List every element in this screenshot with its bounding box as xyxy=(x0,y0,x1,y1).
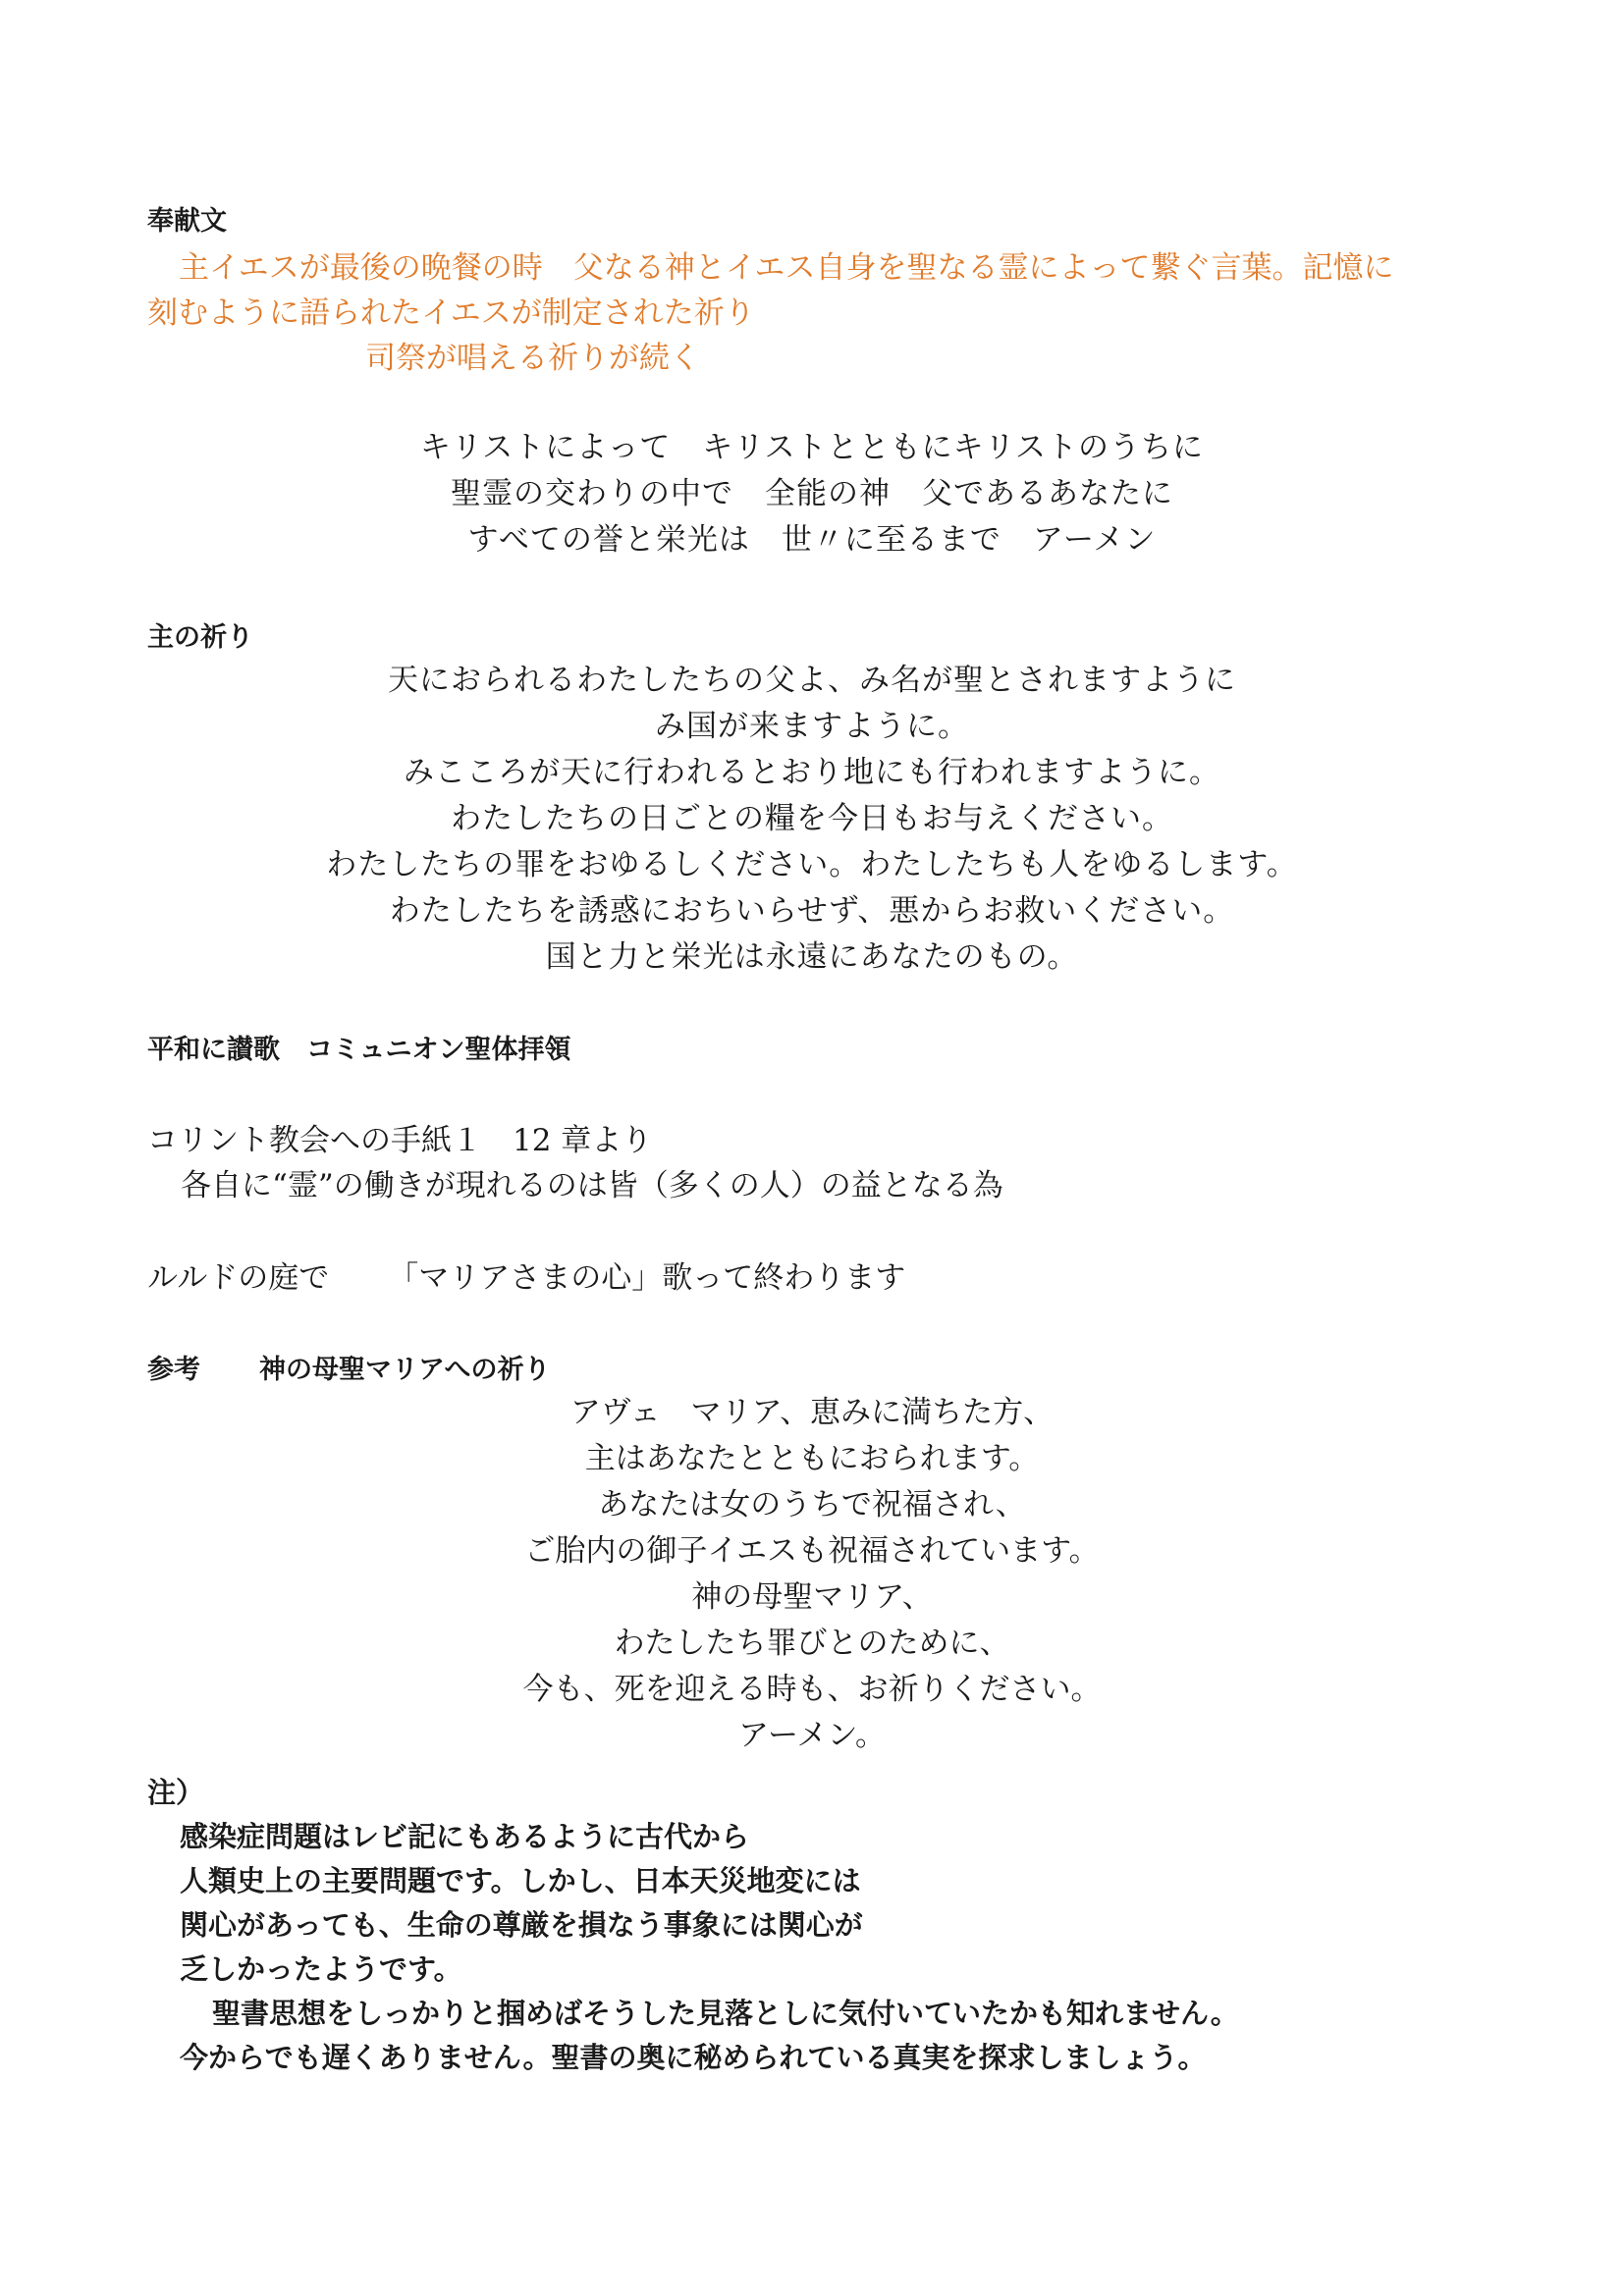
reference-heading: 神の母聖マリアへの祈り xyxy=(259,1355,551,1385)
ave-maria-line-4: ご胎内の御子イエスも祝福されています。 xyxy=(524,1533,1100,1569)
note-line-1: 感染症問題はレビ記にもあるように古代から xyxy=(180,1820,750,1853)
ave-maria-line-1: アヴェ マリア、恵みに満ちた方、 xyxy=(569,1395,1055,1430)
doxology xyxy=(147,425,1477,563)
doxology-line-1: キリストによって キリストとともにキリストのうちに xyxy=(419,430,1205,465)
doxology-line-3: すべての誉と栄光は 世〃に至るまで アーメン xyxy=(467,522,1157,558)
note-line-5: 聖書思想をしっかりと掴めばそうした見落としに気付いていたかも知れません。 xyxy=(212,1997,1239,2030)
lords-prayer xyxy=(147,658,1477,981)
communion-heading: 平和に讃歌 コミュニオン聖体拝領 xyxy=(147,1035,571,1065)
lords-prayer-line-1: 天におられるわたしたちの父よ、み名が聖とされますように xyxy=(388,663,1236,698)
ave-maria-line-7: 今も、死を迎える時も、お祈りください。 xyxy=(522,1672,1102,1707)
note-label: 注） xyxy=(147,1776,205,1809)
lourdes-row xyxy=(147,1256,1477,1300)
note xyxy=(147,1771,1477,2080)
offertory-intro-line-2: 刻むように語られたイエスが制定された祈り xyxy=(147,295,755,331)
lords-prayer-line-6: わたしたちを誘惑におちいらせず、悪からお救いください。 xyxy=(389,893,1235,929)
offertory-intro-line-1: 主イエスが最後の晩餐の時 父なる神とイエス自身を聖なる霊によって繋ぐ言葉。記憶に xyxy=(179,250,1394,286)
ave-maria-line-8: アーメン。 xyxy=(737,1718,887,1753)
offertory-heading: 奉献文 xyxy=(147,206,227,237)
reference-row xyxy=(147,1353,1477,1388)
note-line-4: 乏しかったようです。 xyxy=(180,1952,462,1986)
ave-maria-line-3: あなたは女のうちで祝福され、 xyxy=(598,1487,1026,1522)
corinthians-line: 各自に“霊”の働きが現れるのは皆（多くの人）の益となる為 xyxy=(181,1168,1003,1203)
lourdes-line: 「マリアさまの心」歌って終わります xyxy=(388,1260,906,1296)
ave-maria-line-6: わたしたち罪びとのために、 xyxy=(614,1626,1010,1661)
lords-prayer-line-2: み国が来ますように。 xyxy=(655,709,969,744)
lords-prayer-line-3: みこころが天に行われるとおり地にも行われますように。 xyxy=(404,755,1220,790)
note-line-2: 人類史上の主要問題です。しかし、日本天災地変には xyxy=(180,1864,861,1897)
ave-maria-line-2: 主はあなたとともにおられます。 xyxy=(584,1441,1040,1476)
lords-prayer-line-5: わたしたちの罪をおゆるしください。わたしたちも人をゆるします。 xyxy=(326,847,1298,882)
ave-maria-line-5: 神の母聖マリア、 xyxy=(691,1579,933,1615)
lords-prayer-line-7: 国と力と栄光は永遠にあなたのもの。 xyxy=(545,939,1079,975)
offertory-intro-line-3: 司祭が唱える祈りが続く xyxy=(365,341,700,376)
offertory-intro xyxy=(147,245,1496,381)
lourdes-heading: ルルドの庭で xyxy=(147,1260,330,1296)
doxology-line-2: 聖霊の交わりの中で 全能の神 父であるあなたに xyxy=(451,476,1173,511)
note-line-6: 今からでも遅くありません。聖書の奥に秘められている真実を探求しましょう。 xyxy=(180,2041,1207,2074)
note-line-3: 関心があっても、生命の尊厳を損なう事象には関心が xyxy=(180,1908,863,1942)
lords-prayer-line-4: わたしたちの日ごとの糧を今日もお与えください。 xyxy=(451,801,1173,836)
ave-maria xyxy=(147,1390,1477,1759)
corinthians-heading: コリント教会への手紙１ 12 章より xyxy=(147,1123,653,1158)
reference-label: 参考 xyxy=(147,1355,200,1385)
lords-prayer-heading: 主の祈り xyxy=(147,622,253,653)
